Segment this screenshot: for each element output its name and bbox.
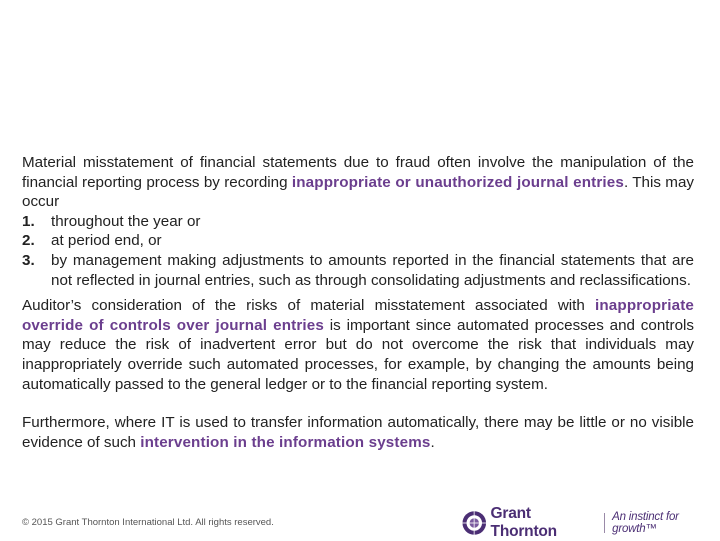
list-item xyxy=(22,251,694,290)
copyright-footer: © 2015 Grant Thornton International Ltd. All rights reserved. xyxy=(22,517,274,528)
spacer xyxy=(22,394,694,413)
logo-mark-icon xyxy=(462,510,487,536)
list-text: by management making adjustments to amounts reported in the financial statements that are not reflected in journal entries, such as through consolidating adjustments and reclassifications. xyxy=(51,251,694,289)
paragraph-text: Furthermore, where IT is used to transfer information automatically, there may be little or no visible evidence of such xyxy=(22,414,694,451)
grant-thornton-logo xyxy=(462,505,720,540)
list-number: 3. xyxy=(22,251,35,269)
paragraph-override xyxy=(22,296,694,394)
intro-text-end: . This may occur xyxy=(22,173,694,211)
list-number: 1. xyxy=(22,212,35,230)
list-text: throughout the year or xyxy=(51,212,201,230)
paragraph-text-end: is important since automated processes and controls may reduce the risk of inadvertent error but do not overcome the risk that individuals may inappropriately override such automated processes, for example, by changing the amounts being automatically passed to the general ledger or to the financial reporting system. xyxy=(22,316,694,393)
paragraph-it xyxy=(22,413,694,452)
numbered-list xyxy=(22,212,694,290)
intro-text: Material misstatement of financial statements due to fraud often involve the manipulation of the financial reporting process by recording xyxy=(22,154,694,191)
paragraph-highlight: inappropriate override of controls over journal entries xyxy=(22,297,694,334)
list-text: at period end, or xyxy=(51,232,162,250)
logo-divider xyxy=(604,513,605,533)
logo-name: Grant Thornton xyxy=(490,505,557,540)
intro-highlight: inappropriate or unauthorized journal entries xyxy=(291,173,624,191)
list-item xyxy=(22,231,694,251)
list-item xyxy=(22,212,694,232)
logo-tagline: An instinct for growth™ xyxy=(612,511,679,535)
slide-body xyxy=(22,153,694,452)
paragraph-highlight: intervention in the information systems xyxy=(140,433,431,451)
intro-paragraph xyxy=(22,153,694,212)
paragraph-text: Auditor’s consideration of the risks of material misstatement associated with xyxy=(22,297,595,315)
paragraph-text-end: . xyxy=(430,433,435,451)
list-number: 2. xyxy=(22,232,35,250)
